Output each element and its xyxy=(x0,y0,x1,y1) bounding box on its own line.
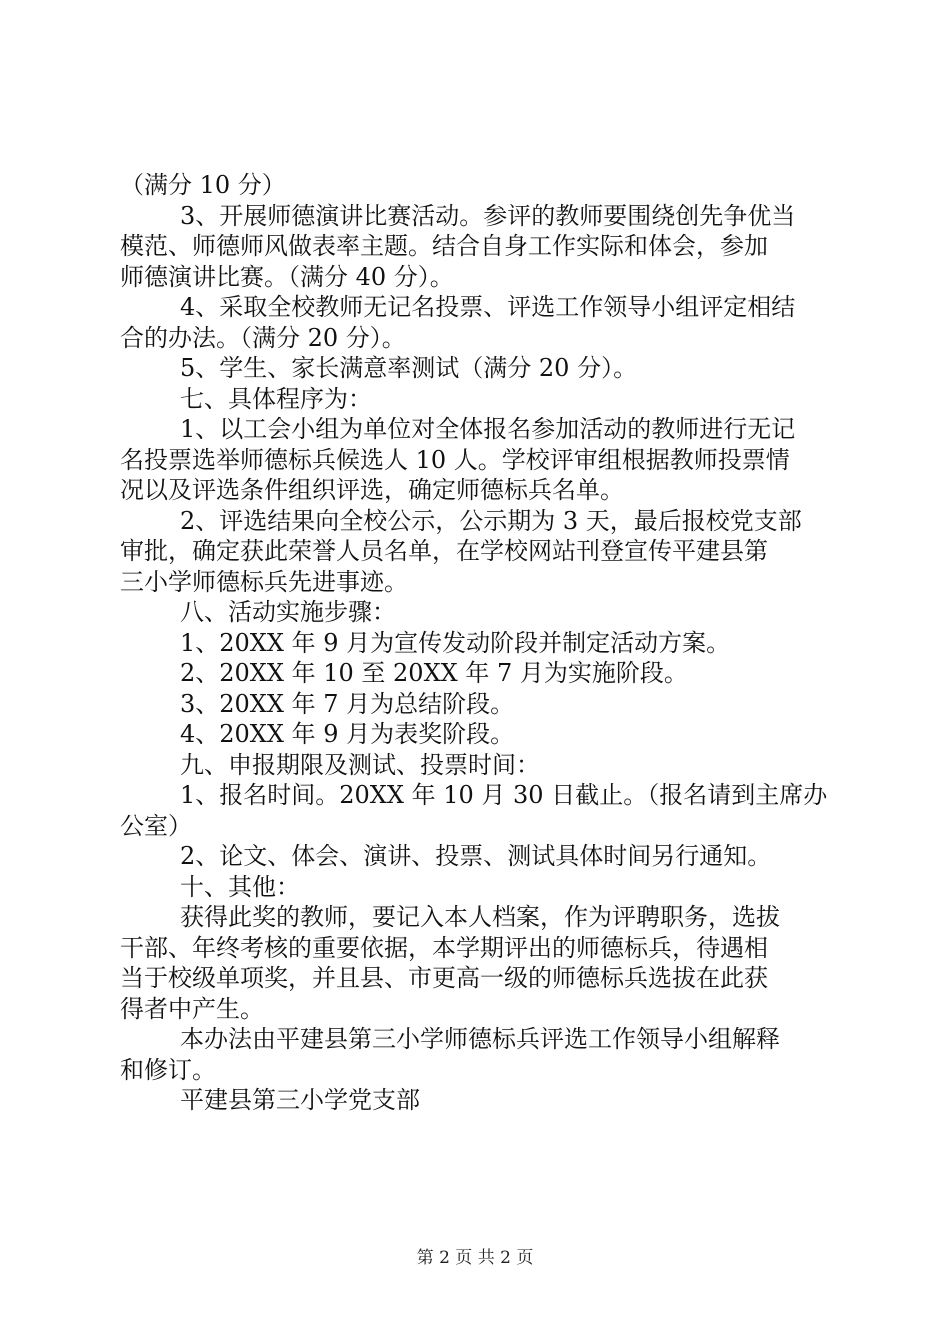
text-line: 当于校级单项奖，并且县、市更高一级的师德标兵选拔在此获 xyxy=(120,964,768,992)
text-line: 4、20XX 年 9 月为表奖阶段。 xyxy=(180,720,515,748)
text-line: 审批，确定获此荣誉人员名单，在学校网站刊登宣传平建县第 xyxy=(120,537,768,565)
text-line: 平建县第三小学党支部 xyxy=(180,1086,420,1114)
text-line: 4、采取全校教师无记名投票、评选工作领导小组评定相结 xyxy=(180,293,796,321)
text-line: 九、申报期限及测试、投票时间： xyxy=(180,750,540,779)
text-line: （满分 10 分） xyxy=(120,171,286,199)
text-line: 2、20XX 年 10 至 20XX 年 7 月为实施阶段。 xyxy=(180,659,688,687)
text-line: 2、论文、体会、演讲、投票、测试具体时间另行通知。 xyxy=(180,842,772,870)
text-line: 模范、师德师风做表率主题。结合自身工作实际和体会，参加 xyxy=(120,232,768,260)
text-line: 1、报名时间。20XX 年 10 月 30 日截止。（报名请到主席办 xyxy=(180,781,828,809)
text-line: 合的办法。（满分 20 分）。 xyxy=(120,323,406,352)
page-footer: 第 2 页 共 2 页 xyxy=(416,1248,534,1268)
text-line: 得者中产生。 xyxy=(120,994,264,1023)
text-line: 本办法由平建县第三小学师德标兵评选工作领导小组解释 xyxy=(180,1025,780,1053)
document-body xyxy=(120,170,832,1116)
text-line: 1、以工会小组为单位对全体报名参加活动的教师进行无记 xyxy=(180,415,796,443)
text-line: 公室） xyxy=(120,811,192,840)
text-line: 三小学师德标兵先进事迹。 xyxy=(120,567,408,596)
text-line: 3、20XX 年 7 月为总结阶段。 xyxy=(180,689,515,718)
text-line: 1、20XX 年 9 月为宣传发动阶段并制定活动方案。 xyxy=(180,628,731,657)
text-line: 和修订。 xyxy=(120,1055,216,1084)
text-line: 干部、年终考核的重要依据，本学期评出的师德标兵，待遇相 xyxy=(120,933,768,962)
text-line: 八、活动实施步骤： xyxy=(180,598,396,626)
text-line: 十、其他： xyxy=(180,872,300,901)
text-line: 七、具体程序为： xyxy=(180,384,372,413)
text-line: 3、开展师德演讲比赛活动。参评的教师要围绕创先争优当 xyxy=(180,201,796,230)
text-line: 2、评选结果向全校公示，公示期为 3 天，最后报校党支部 xyxy=(180,506,802,535)
text-line: 5、学生、家长满意率测试（满分 20 分）。 xyxy=(180,354,638,382)
text-line: 况以及评选条件组织评选，确定师德标兵名单。 xyxy=(120,476,624,504)
text-line: 获得此奖的教师，要记入本人档案，作为评聘职务，选拔 xyxy=(180,903,780,931)
text-line: 名投票选举师德标兵候选人 10 人。学校评审组根据教师投票情 xyxy=(120,445,790,474)
text-line: 师德演讲比赛。（满分 40 分）。 xyxy=(120,262,454,291)
